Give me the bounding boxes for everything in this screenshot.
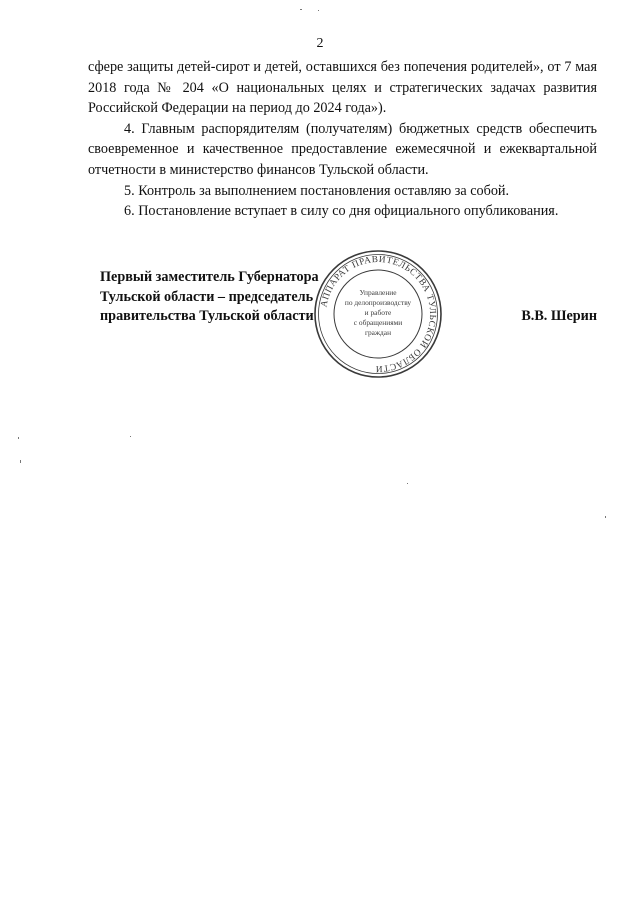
signatory-title-line-1: Первый заместитель Губернатора <box>100 269 319 285</box>
svg-text:с обращениями: с обращениями <box>353 318 403 327</box>
paragraph-item-4: 4. Главным распорядителям (получателям) бюджетных средств обеспечить своевременное и качественное предоставление ежемесячной и ежеквартальной отчетности в министерство финансов Тульской области. <box>88 120 597 178</box>
stamp-seal-graphic <box>312 248 444 380</box>
svg-text:АППАРАТ ПРАВИТЕЛЬСТВА ТУЛЬСКОЙ: АППАРАТ ПРАВИТЕЛЬСТВА ТУЛЬСКОЙ ОБЛАСТИ <box>319 254 438 374</box>
scan-speck <box>130 436 131 437</box>
svg-text:и работе: и работе <box>364 308 392 317</box>
scan-speck <box>20 460 21 463</box>
paragraph-item-5: 5. Контроль за выполнением постановления оставляю за собой. <box>124 182 510 199</box>
signatory-title-line-3: правительства Тульской области <box>100 308 314 324</box>
paragraph-item-6: 6. Постановление вступает в силу со дня официального опубликования. <box>124 203 559 220</box>
scan-speck <box>605 516 606 518</box>
svg-text:Управление: Управление <box>359 288 397 297</box>
scan-speck <box>18 437 19 439</box>
signatory-name: В.В. Шерин <box>521 308 597 324</box>
paragraph-continuation: сфере защиты детей-сирот и детей, оставшихся без попечения родителей», от 7 мая 2018 года № 204 «О национальных целях и стратегических задачах развития Российской Федерации на период до 2024 года»). <box>88 59 597 117</box>
svg-text:по делопроизводству: по делопроизводству <box>344 298 412 307</box>
scan-speck <box>318 10 319 11</box>
svg-text:граждан: граждан <box>364 328 392 337</box>
scan-speck <box>300 9 302 10</box>
page-number: 2 <box>316 36 324 51</box>
official-stamp <box>312 248 444 380</box>
signatory-title-line-2: Тульской области – председатель <box>100 288 314 305</box>
document-body <box>88 57 597 222</box>
scan-speck <box>407 483 408 484</box>
